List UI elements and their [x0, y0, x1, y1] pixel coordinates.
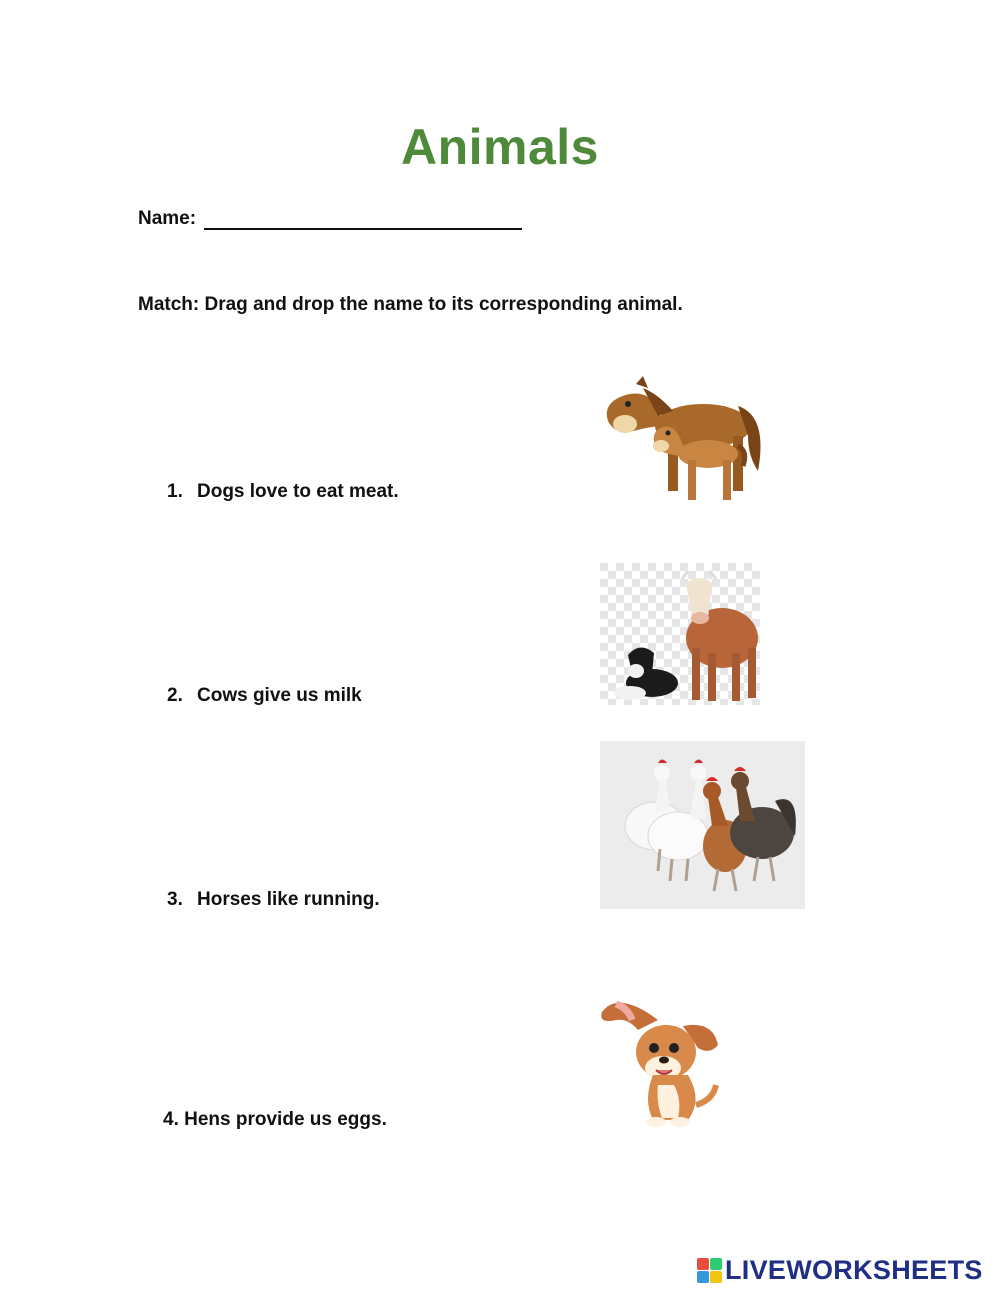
item-text: Cows give us milk	[197, 685, 362, 706]
logo-blocks-icon	[697, 1258, 722, 1283]
page-title: Animals	[400, 119, 599, 175]
list-item[interactable]	[163, 1109, 387, 1131]
item-number: 1.	[167, 481, 183, 502]
name-field-row	[138, 208, 522, 230]
item-text: Dogs love to eat meat.	[197, 481, 399, 502]
list-item[interactable]	[167, 481, 399, 503]
liveworksheets-logo	[697, 1255, 983, 1286]
cow-and-calf-image[interactable]	[600, 563, 760, 705]
brand-name: LIVEWORKSHEETS	[725, 1255, 983, 1285]
name-label: Name:	[138, 208, 197, 229]
horse-and-foal-image[interactable]	[598, 376, 770, 504]
item-text: Horses like running.	[197, 889, 380, 910]
name-field[interactable]	[204, 208, 522, 230]
hens-image[interactable]	[600, 741, 805, 909]
list-item[interactable]	[167, 685, 362, 707]
item-number: 3.	[167, 889, 183, 910]
list-item[interactable]	[167, 889, 380, 911]
puppy-image[interactable]	[598, 990, 724, 1130]
instruction-text: Match: Drag and drop the name to its corresponding animal.	[138, 294, 683, 315]
item-text: Hens provide us eggs.	[184, 1109, 387, 1130]
item-number: 4.	[163, 1109, 179, 1130]
item-number: 2.	[167, 685, 183, 706]
